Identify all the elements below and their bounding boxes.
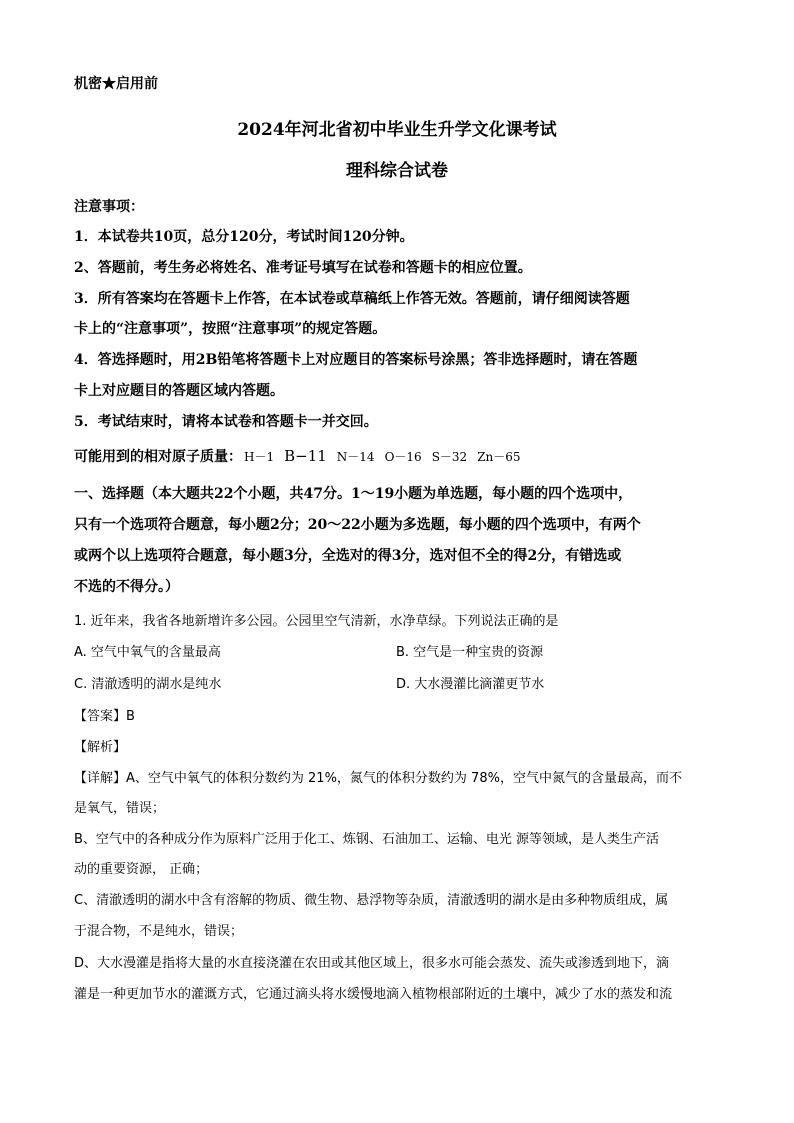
detail-line-4: 动的重要资源， 正确； [74, 862, 209, 877]
notice-item-2: 2、答题前，考生务必将姓名、准考证号填写在试卷和答题卡的相应位置。 [74, 260, 532, 276]
confidential-label: 机密★启用前 [74, 76, 158, 92]
notice-item-4-cont: 卡上对应题目的答题区域内答题。 [74, 383, 284, 399]
detail-line-5: C、清澈透明的湖水中含有溶解的物质、微生物、悬浮物等杂质，清澈透明的湖水是由多种物质组成，属 [74, 893, 669, 908]
section-intro-1: 一、选择题（本大题共22个小题，共47分。1～19小题为单选题，每小题的四个选项中， [74, 486, 633, 502]
mass-o: O－16 [384, 450, 422, 464]
detail-line-8: 灌是一种更加节水的灌溉方式，它通过滴头将水缓慢地滴入植物根部附近的土壤中，减少了水的蒸发和流 [74, 987, 673, 1002]
exam-title: 2024年河北省初中毕业生升学文化课考试 [237, 120, 557, 140]
mass-b: B−11 [284, 447, 327, 465]
mass-n: N－14 [336, 450, 375, 464]
section-intro-2: 只有一个选项符合题意，每小题2分；20～22小题为多选题，每小题的四个选项中，有两个 [74, 517, 641, 533]
detail-line-1: 【详解】A、空气中氧气的体积分数约为 21%，氮气的体积分数约为 78%，空气中氮气的含量最高，而不 [74, 771, 682, 786]
atomic-mass-label: 可能用到的相对原子质量： [74, 449, 242, 465]
question-1-stem: 1. 近年来，我省各地新增许多公园。公园里空气清新，水净草绿。下列说法正确的是 [74, 614, 559, 629]
atomic-mass-line [74, 446, 531, 466]
question-1-option-b: B. 空气是一种宝贵的资源 [396, 645, 544, 660]
notice-heading: 注意事项： [74, 199, 144, 215]
detail-line-7: D、大水漫灌是指将大量的水直接浇灌在农田或其他区域上，很多水可能会蒸发、流失或渗透到地下，滴 [74, 956, 670, 971]
detail-line-3: B、空气中的各种成分作为原料广泛用于化工、炼钢、石油加工、运输、电光 源等领域，是人类生产活 [74, 832, 660, 847]
section-intro-3: 或两个以上选项符合题意，每小题3分，全选对的得3分，选对但不全的得2分，有错选或 [74, 548, 622, 564]
notice-item-3-cont: 卡上的“注意事项”，按照“注意事项”的规定答题。 [74, 321, 387, 337]
detail-line-6: 于混合物，不是纯水，错误； [74, 924, 244, 939]
notice-item-4: 4．答选择题时，用2B铅笔将答题卡上对应题目的答案标号涂黑；答非选择题时，请在答题 [74, 352, 638, 368]
question-1-analysis-label: 【解析】 [74, 740, 127, 755]
mass-h: H－1 [244, 450, 275, 464]
question-1-option-c: C. 清澈透明的湖水是纯水 [74, 677, 222, 692]
detail-line-2: 是氧气，错误； [74, 801, 166, 816]
atomic-mass-values [244, 447, 531, 465]
notice-item-3: 3．所有答案均在答题卡上作答，在本试卷或草稿纸上作答无效。答题前，请仔细阅读答题 [74, 291, 630, 307]
question-1-answer: 【答案】B [74, 709, 135, 724]
exam-subtitle: 理科综合试卷 [346, 161, 448, 181]
notice-item-5: 5．考试结束时，请将本试卷和答题卡一并交回。 [74, 414, 378, 430]
mass-s: S－32 [431, 450, 468, 464]
question-1-option-d: D. 大水漫灌比滴灌更节水 [396, 677, 545, 692]
mass-zn: Zn－65 [477, 450, 521, 464]
question-1-option-a: A. 空气中氧气的含量最高 [74, 645, 221, 660]
notice-item-1: 1．本试卷共10页，总分120分，考试时间120分钟。 [74, 229, 414, 245]
section-intro-4: 不选的不得分。） [74, 579, 179, 595]
